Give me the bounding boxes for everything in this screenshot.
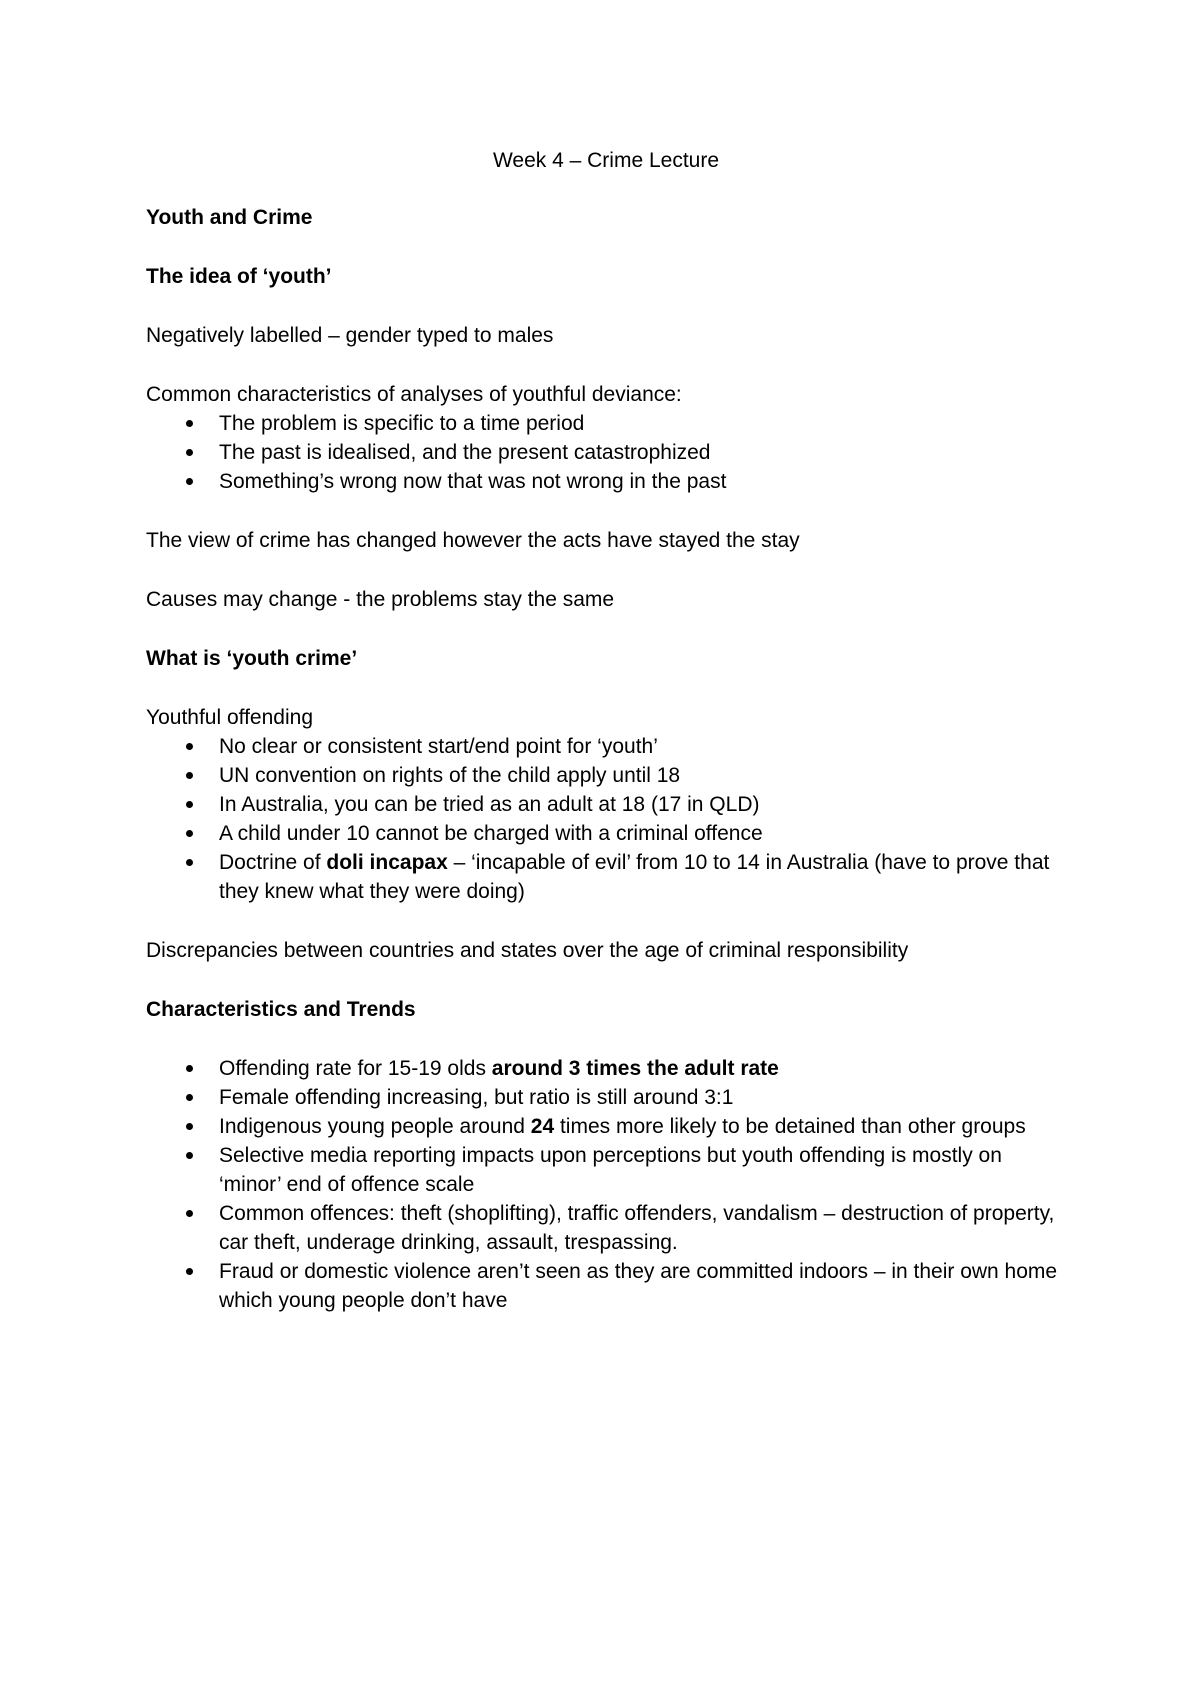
paragraph-causes: Causes may change - the problems stay the same bbox=[146, 588, 615, 611]
list-item: Female offending increasing, but ratio is still around 3:1 bbox=[146, 1083, 1066, 1112]
list-item: Fraud or domestic violence aren’t seen as they are committed indoors – in their own home which young people don’t have bbox=[146, 1257, 1066, 1315]
list-item-text: times more likely to be detained than other groups bbox=[554, 1115, 1026, 1138]
doli-incapax-term: doli incapax bbox=[326, 851, 448, 874]
paragraph-common-characteristics: Common characteristics of analyses of youthful deviance: bbox=[146, 383, 682, 406]
list-item: In Australia, you can be tried as an adult at 18 (17 in QLD) bbox=[146, 790, 1066, 819]
list-item bbox=[146, 1054, 1066, 1083]
youthful-offending-list bbox=[146, 732, 1066, 906]
list-item: No clear or consistent start/end point for ‘youth’ bbox=[146, 732, 1066, 761]
heading-idea-of-youth: The idea of ‘youth’ bbox=[146, 265, 332, 288]
list-item: UN convention on rights of the child apply until 18 bbox=[146, 761, 1066, 790]
emphasis-text: 24 bbox=[530, 1115, 555, 1138]
list-item: Common offences: theft (shoplifting), traffic offenders, vandalism – destruction of property, car theft, underage drinking, assault, trespassing. bbox=[146, 1199, 1066, 1257]
paragraph-youthful-offending: Youthful offending bbox=[146, 706, 313, 729]
characteristics-trends-list bbox=[146, 1054, 1066, 1315]
list-item: Selective media reporting impacts upon perceptions but youth offending is mostly on ‘minor’ end of offence scale bbox=[146, 1141, 1066, 1199]
heading-youth-and-crime: Youth and Crime bbox=[146, 206, 313, 229]
list-item: A child under 10 cannot be charged with a criminal offence bbox=[146, 819, 1066, 848]
heading-what-is-youth-crime: What is ‘youth crime’ bbox=[146, 647, 358, 670]
list-item: The past is idealised, and the present catastrophized bbox=[146, 438, 1066, 467]
paragraph-view-of-crime: The view of crime has changed however the acts have stayed the stay bbox=[146, 529, 800, 552]
list-item-text: Indigenous young people around bbox=[219, 1115, 531, 1138]
list-item bbox=[146, 848, 1066, 906]
document-title: Week 4 – Crime Lecture bbox=[492, 149, 720, 172]
paragraph-negatively-labelled: Negatively labelled – gender typed to males bbox=[146, 324, 554, 347]
list-item bbox=[146, 1112, 1066, 1141]
list-item: Something’s wrong now that was not wrong in the past bbox=[146, 467, 1066, 496]
heading-characteristics-and-trends: Characteristics and Trends bbox=[146, 998, 416, 1021]
list-item: The problem is specific to a time period bbox=[146, 409, 1066, 438]
emphasis-text: around 3 times the adult rate bbox=[491, 1057, 779, 1080]
list-item-text: Offending rate for 15-19 olds bbox=[219, 1057, 492, 1080]
paragraph-discrepancies: Discrepancies between countries and states over the age of criminal responsibility bbox=[146, 939, 909, 962]
common-characteristics-list bbox=[146, 409, 1066, 496]
list-item-text: Doctrine of bbox=[219, 851, 327, 874]
document-page bbox=[146, 146, 1066, 1315]
list-item-text: – ‘incapable of evil’ from 10 to 14 in Australia (have to prove that they knew what they were doing) bbox=[219, 851, 1050, 903]
